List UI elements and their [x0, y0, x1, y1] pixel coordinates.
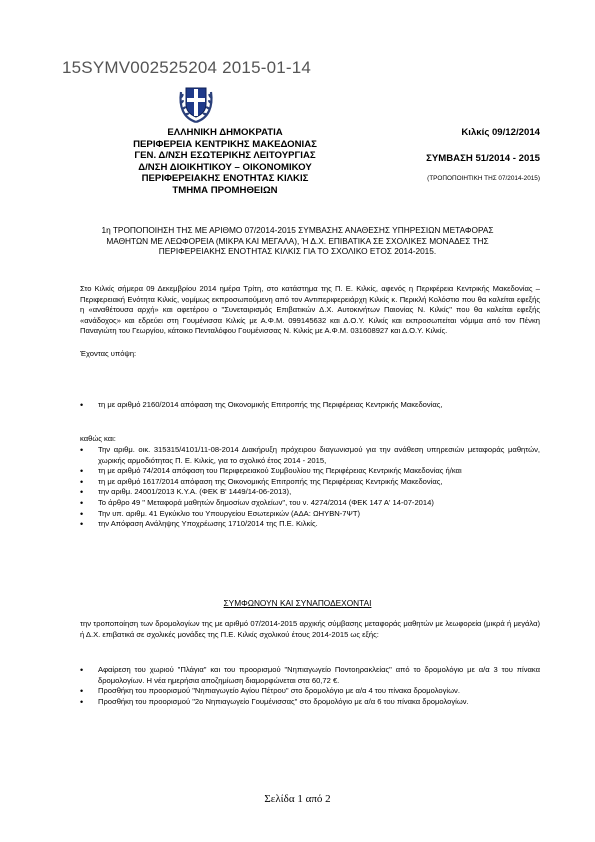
additional-considerations-list [80, 445, 540, 530]
list-item: • Αφαίρεση του χωριού "Πλάγια" και του προορισμού "Νηπιαγωγείο Ποντοηρακλείας" από το δρομολόγιο με α/α 3 του πίνακα δρομολογίων. Η νέα ημερήσια αποζημίωση διαμορφώνεται στα 60,72 €. [80, 665, 540, 686]
issuing-authority [120, 127, 330, 197]
additional-considerations-label: καθώς και: [80, 434, 116, 443]
agreement-heading [0, 598, 595, 608]
page-number: Σελίδα 1 από 2 [264, 793, 331, 805]
authority-line: ΤΜΗΜΑ ΠΡΟΜΗΘΕΙΩΝ [172, 184, 278, 196]
document-date: Κιλκίς 09/12/2014 [461, 127, 540, 138]
ada-code: 15SYMV002525204 2015-01-14 [62, 58, 312, 77]
list-item: • Το άρθρο 49 " Μεταφορά μαθητών δημοσίων σχολείων", του ν. 4274/2014 (ΦΕΚ 147 Α' 14-07-2014) [80, 498, 540, 509]
authority-line: ΓΕΝ. Δ/ΝΣΗ ΕΣΩΤΕΡΙΚΗΣ ΛΕΙΤΟΥΡΓΙΑΣ [134, 150, 316, 162]
considerations-list [80, 400, 540, 411]
list-item: • Προσθήκη του προορισμού "2ο Νηπιαγωγείο Γουμένισσας" στο δρομολόγιο με α/α 6 του πίνακα δρομολογίων. [80, 697, 540, 708]
contract-number: ΣΥΜΒΑΣΗ 51/2014 - 2015 [426, 153, 540, 164]
intro-paragraph: Στο Κιλκίς σήμερα 09 Δεκεμβρίου 2014 ημέρα Τρίτη, στο κατάστημα της Π. Ε. Κιλκίς, αφενός η Περιφέρεια Κεντρικής Μακεδονίας – Περιφερειακή Ενότητα Κιλκίς, νομίμως εκπροσωπούμενη από τον Αντιπεριφερειάρχη Κιλκίς κ. Περικλή Κολόστιο που θα καλείται εφεξής η «αναθέτουσα αρχή» και αφετέρου ο "Συνεταιρισμός Επιβατικών Δ.Χ. Αυτοκινήτων Παιονίας Ν. Κιλκίς" που θα καλείται εφεξής «ανάδοχος» και εδρεύει στη Γουμένισσα Κιλκίς με Α.Φ.Μ. 099145632 και Δ.Ο.Υ. Κιλκίς και εκπροσωπείται νόμιμα από τον Πένκη Παναγιώτη του Γεωργίου, κάτοικο Πενταλόφου Γουμένισσας Ν. Κιλκίς με Α.Φ.Μ. 031608927 και Δ.Ο.Υ. Κιλκίς. [80, 284, 540, 336]
modification-note: (ΤΡΟΠΟΠΟΙΗΤΙΚΗ ΤΗΣ 07/2014-2015) [427, 175, 540, 182]
authority-line: ΕΛΛΗΝΙΚΗ ΔΗΜΟΚΡΑΤΙΑ [167, 127, 283, 138]
considerations-label: Έχοντας υπόψη: [80, 349, 137, 358]
list-item: • Την υπ. αριθμ. 41 Εγκύκλιο του Υπουργείου Εσωτερικών (ΑΔΑ: ΩΗΥΒΝ-7ΨΤ) [80, 509, 540, 520]
list-item: • τη με αριθμό 2160/2014 απόφαση της Οικονομικής Επιτροπής της Περιφέρειας Κεντρικής Μακεδονίας, [80, 400, 540, 411]
greek-coat-of-arms-icon [177, 80, 215, 124]
list-item: • τη με αριθμό 74/2014 απόφαση του Περιφερειακού Συμβουλίου της Περιφέρειας Κεντρικής Μακεδονίας ή/και [80, 466, 540, 477]
list-item: • την Απόφαση Ανάληψης Υποχρέωσης 1710/2014 της Π.Ε. Κιλκίς. [80, 519, 540, 530]
authority-line: ΠΕΡΙΦΕΡΕΙΑΚΗΣ ΕΝΟΤΗΤΑΣ ΚΙΛΚΙΣ [141, 173, 309, 185]
list-item: • Την αριθμ. οικ. 315315/4101/11-08-2014 Διακήρυξη πρόχειρου διαγωνισμού για την ανάθεση υπηρεσιών μεταφοράς μαθητών, χωρικής αρμοδιότητας Π. Ε. Κιλκίς, για το σχολικό έτος 2014 - 2015, [80, 445, 540, 466]
authority-line: ΠΕΡΙΦΕΡΕΙΑ ΚΕΝΤΡΙΚΗΣ ΜΑΚΕΔΟΝΙΑΣ [133, 138, 317, 150]
list-item: • Προσθήκη του προορισμού "Νηπιαγωγείο Αγίου Πέτρου" στο δρομολόγιο με α/α 4 του πίνακα δρομολογίων. [80, 686, 540, 697]
list-item: • την αριθμ. 24001/2013 Κ.Υ.Α. (ΦΕΚ Β' 1449/14-06-2013), [80, 487, 540, 498]
agreement-heading-text: ΣΥΜΦΩΝΟΥΝ ΚΑΙ ΣΥΝΑΠΟΔΕΧΟΝΤΑΙ [223, 598, 372, 608]
document-meta [380, 127, 540, 182]
list-item: • τη με αριθμό 1617/2014 απόφαση της Οικονομικής Επιτροπής της Περιφέρειας Κεντρικής Μακεδονίας, [80, 477, 540, 488]
changes-list [80, 665, 540, 707]
document-title: 1η ΤΡΟΠΟΠΟΙΗΣΗ ΤΗΣ ΜΕ ΑΡΙΘΜΟ 07/2014-2015 ΣΥΜΒΑΣΗΣ ΑΝΑΘΕΣΗΣ ΥΠΗΡΕΣΙΩΝ ΜΕΤΑΦΟΡΑΣ ΜΑΘΗΤΩΝ ΜΕ ΛΕΩΦΟΡΕΙΑ (ΜΙΚΡΑ ΚΑΙ ΜΕΓΑΛΑ), Ή Δ.Χ. ΕΠΙΒΑΤΙΚΑ ΣΕ ΣΧΟΛΙΚΕΣ ΜΟΝΑΔΕΣ ΤΗΣ ΠΕΡΙΦΕΡΕΙΑΚΗΣ ΕΝΟΤΗΤΑΣ ΚΙΛΚΙΣ ΓΙΑ ΤΟ ΣΧΟΛΙΚΟ ΕΤΟΣ 2014-2015. [101, 225, 494, 257]
authority-line: Δ/ΝΣΗ ΔΙΟΙΚΗΤΙΚΟΥ – ΟΙΚΟΝΟΜΙΚΟΥ [138, 161, 312, 173]
modification-paragraph: την τροποποίηση των δρομολογίων της με αριθμό 07/2014-2015 αρχικής σύμβασης μεταφοράς μαθητών με λεωφορεία (μικρά ή μεγάλα) ή Δ.Χ. επιβατικά σε σχολικές μονάδες της Π.Ε. Κιλκίς σχολικού έτους 2014-2015 ως εξής: [80, 619, 540, 639]
